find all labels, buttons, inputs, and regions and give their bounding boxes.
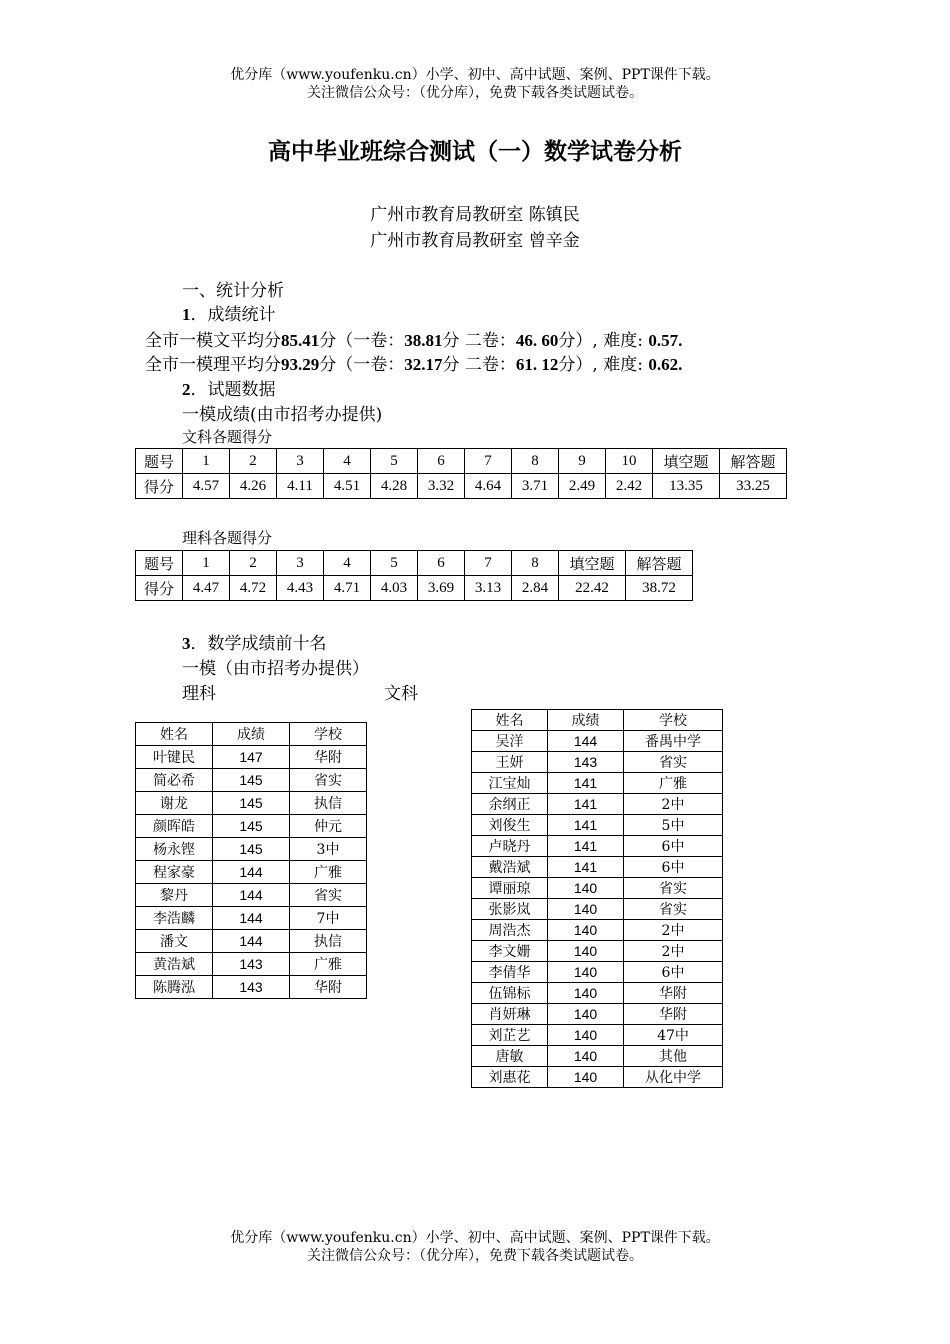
subheading-number: 3 — [182, 634, 191, 653]
score-cell: 145 — [213, 792, 290, 815]
name-cell: 戴浩斌 — [472, 857, 548, 878]
table-row — [136, 976, 367, 999]
table-cell: 3 — [277, 449, 324, 474]
li-score-table — [135, 550, 693, 601]
wen-table-caption: 文科各题得分 — [182, 428, 273, 446]
li-prefix: 全市一模理平均分 — [145, 355, 281, 375]
table-row — [472, 941, 723, 962]
table-row — [136, 815, 367, 838]
author-line-2: 广州市教育局教研室 曾辛金 — [370, 231, 580, 251]
wen-avg: 85.41 — [281, 331, 320, 350]
school-cell: 6中 — [624, 962, 723, 983]
table-cell: 4.26 — [230, 474, 277, 499]
school-cell: 华附 — [624, 1004, 723, 1025]
score-cell: 140 — [548, 983, 624, 1004]
name-cell: 潘文 — [136, 930, 213, 953]
table-cell: 得分 — [136, 576, 183, 601]
table-row — [472, 920, 723, 941]
table-row — [472, 899, 723, 920]
table-cell: 解答题 — [720, 449, 787, 474]
school-cell: 番禺中学 — [624, 731, 723, 752]
subheading-item-data — [182, 375, 276, 400]
li-paper2: 61. 12 — [515, 355, 559, 374]
table-row — [472, 962, 723, 983]
table-cell: 3 — [277, 551, 324, 576]
table-row — [136, 576, 693, 601]
table-cell: 5 — [371, 551, 418, 576]
page-footer-line2: 关注微信公众号：（优分库），免费下载各类试题试卷。 — [307, 1248, 643, 1264]
subheading-top-ten — [182, 629, 327, 654]
name-cell: 颜晖皓 — [136, 815, 213, 838]
table-cell: 2 — [230, 551, 277, 576]
table-cell: 9 — [559, 449, 606, 474]
score-cell: 140 — [548, 1004, 624, 1025]
name-cell: 王妍 — [472, 752, 548, 773]
name-cell: 黎丹 — [136, 884, 213, 907]
name-cell: 李倩华 — [472, 962, 548, 983]
table-row — [472, 857, 723, 878]
table-row — [472, 773, 723, 794]
table-cell: 2 — [230, 449, 277, 474]
table-row — [472, 731, 723, 752]
column-header: 姓名 — [472, 710, 548, 731]
li-table-caption: 理科各题得分 — [182, 529, 273, 547]
wen-paper2: 46. 60 — [515, 331, 559, 350]
table-cell: 1 — [183, 449, 230, 474]
table-row — [472, 815, 723, 836]
table-cell: 1 — [183, 551, 230, 576]
table-cell: 填空题 — [653, 449, 720, 474]
score-cell: 141 — [548, 836, 624, 857]
column-header: 学校 — [290, 723, 367, 746]
table-cell: 4 — [324, 551, 371, 576]
score-cell: 144 — [213, 884, 290, 907]
school-cell: 省实 — [624, 878, 723, 899]
table-cell: 得分 — [136, 474, 183, 499]
school-cell: 华附 — [290, 746, 367, 769]
table-row — [136, 953, 367, 976]
name-cell: 李浩麟 — [136, 907, 213, 930]
school-cell: 5中 — [624, 815, 723, 836]
table-cell: 7 — [465, 449, 512, 474]
school-cell: 广雅 — [624, 773, 723, 794]
score-cell: 141 — [548, 857, 624, 878]
table-cell: 4 — [324, 449, 371, 474]
school-cell: 从化中学 — [624, 1067, 723, 1088]
name-cell: 程家豪 — [136, 861, 213, 884]
score-cell: 140 — [548, 920, 624, 941]
score-cell: 140 — [548, 1025, 624, 1046]
school-cell: 47中 — [624, 1025, 723, 1046]
name-cell: 刘惠花 — [472, 1067, 548, 1088]
score-cell: 145 — [213, 838, 290, 861]
table-cell: 3.71 — [512, 474, 559, 499]
wen-prefix: 全市一模文平均分 — [145, 331, 281, 351]
table-row — [472, 1046, 723, 1067]
wen-paper1: 38.81 — [404, 331, 443, 350]
school-cell: 仲元 — [290, 815, 367, 838]
table-row — [472, 1004, 723, 1025]
section-heading-stats: 一、统计分析 — [182, 281, 284, 301]
table-row — [472, 752, 723, 773]
name-cell: 吴洋 — [472, 731, 548, 752]
school-cell: 华附 — [624, 983, 723, 1004]
li-avg: 93.29 — [281, 355, 320, 374]
table-row — [472, 1067, 723, 1088]
school-cell: 6中 — [624, 836, 723, 857]
table-cell: 4.57 — [183, 474, 230, 499]
wen-mid3: 分）, 难度: — [558, 331, 643, 351]
school-cell: 2中 — [624, 920, 723, 941]
wen-average-line — [145, 326, 682, 351]
page-header-line2: 关注微信公众号：（优分库），免费下载各类试题试卷。 — [307, 85, 643, 101]
school-cell: 7中 — [290, 907, 367, 930]
table-cell: 6 — [418, 551, 465, 576]
table-row — [136, 907, 367, 930]
table-cell: 3.69 — [418, 576, 465, 601]
li-paper1: 32.17 — [404, 355, 443, 374]
score-cell: 141 — [548, 815, 624, 836]
wen-mid2: 分 二卷： — [442, 331, 516, 351]
table-cell: 题号 — [136, 449, 183, 474]
table-cell: 5 — [371, 449, 418, 474]
table-cell: 13.35 — [653, 474, 720, 499]
score-cell: 140 — [548, 941, 624, 962]
table-row — [472, 836, 723, 857]
name-cell: 余纲正 — [472, 794, 548, 815]
score-cell: 140 — [548, 1067, 624, 1088]
table-cell: 10 — [606, 449, 653, 474]
school-cell: 省实 — [624, 752, 723, 773]
li-difficulty: 0.62. — [648, 355, 683, 374]
score-cell: 140 — [548, 962, 624, 983]
table-row — [136, 861, 367, 884]
page-footer-line1: 优分库（www.youfenku.cn）小学、初中、高中试题、案例、PPT课件下载。 — [230, 1230, 720, 1246]
score-cell: 140 — [548, 899, 624, 920]
table-cell: 4.03 — [371, 576, 418, 601]
table-cell: 3.32 — [418, 474, 465, 499]
score-cell: 144 — [548, 731, 624, 752]
school-cell: 省实 — [624, 899, 723, 920]
table-header-row — [136, 449, 787, 474]
column-header: 成绩 — [548, 710, 624, 731]
table-cell: 2.84 — [512, 576, 559, 601]
source-line: 一模成绩(由市招考办提供) — [182, 405, 383, 425]
table-cell: 6 — [418, 449, 465, 474]
li-mid2: 分 二卷： — [442, 355, 516, 375]
table-cell: 8 — [512, 449, 559, 474]
table-cell: 3.13 — [465, 576, 512, 601]
school-cell: 2中 — [624, 794, 723, 815]
name-cell: 简必希 — [136, 769, 213, 792]
table-cell: 7 — [465, 551, 512, 576]
table-cell: 4.28 — [371, 474, 418, 499]
school-cell: 6中 — [624, 857, 723, 878]
table-row — [136, 930, 367, 953]
table-cell: 2.49 — [559, 474, 606, 499]
table-cell: 22.42 — [559, 576, 626, 601]
table-cell: 填空题 — [559, 551, 626, 576]
name-cell: 肖妍琳 — [472, 1004, 548, 1025]
name-cell: 伍锦标 — [472, 983, 548, 1004]
table-header-row — [136, 551, 693, 576]
table-header-row — [136, 723, 367, 746]
subheading-label: ．成绩统计 — [190, 305, 276, 325]
school-cell: 执信 — [290, 930, 367, 953]
school-cell: 其他 — [624, 1046, 723, 1067]
score-cell: 141 — [548, 773, 624, 794]
table-cell: 4.51 — [324, 474, 371, 499]
name-cell: 刘芷艺 — [472, 1025, 548, 1046]
name-cell: 叶键民 — [136, 746, 213, 769]
score-cell: 145 — [213, 769, 290, 792]
score-cell: 143 — [213, 976, 290, 999]
score-cell: 143 — [213, 953, 290, 976]
name-cell: 刘俊生 — [472, 815, 548, 836]
score-cell: 145 — [213, 815, 290, 838]
name-cell: 杨永铿 — [136, 838, 213, 861]
table-row — [472, 878, 723, 899]
subheading-score-stats — [182, 300, 276, 325]
li-average-line — [145, 350, 682, 375]
wen-ranking-table — [471, 709, 723, 1088]
school-cell: 3中 — [290, 838, 367, 861]
subheading-label: ．数学成绩前十名 — [190, 634, 327, 654]
table-row — [136, 792, 367, 815]
name-cell: 陈腾泓 — [136, 976, 213, 999]
li-ranking-table — [135, 722, 367, 999]
score-cell: 140 — [548, 1046, 624, 1067]
subheading-number: 1 — [182, 305, 191, 324]
table-row — [472, 983, 723, 1004]
score-cell: 144 — [213, 907, 290, 930]
school-cell: 省实 — [290, 884, 367, 907]
column-header: 姓名 — [136, 723, 213, 746]
column-header: 学校 — [624, 710, 723, 731]
table-row — [136, 746, 367, 769]
score-cell: 141 — [548, 794, 624, 815]
table-row — [472, 794, 723, 815]
table-cell: 4.72 — [230, 576, 277, 601]
score-cell: 144 — [213, 930, 290, 953]
name-cell: 唐敏 — [472, 1046, 548, 1067]
name-cell: 谭丽琼 — [472, 878, 548, 899]
table-row — [136, 474, 787, 499]
school-cell: 2中 — [624, 941, 723, 962]
subheading-number: 2 — [182, 380, 191, 399]
wen-difficulty: 0.57. — [648, 331, 683, 350]
name-cell: 周浩杰 — [472, 920, 548, 941]
name-cell: 谢龙 — [136, 792, 213, 815]
table-cell: 解答题 — [626, 551, 693, 576]
table-row — [136, 884, 367, 907]
score-cell: 140 — [548, 878, 624, 899]
table-row — [136, 838, 367, 861]
table-cell: 4.47 — [183, 576, 230, 601]
page-header-line1: 优分库（www.youfenku.cn）小学、初中、高中试题、案例、PPT课件下载。 — [230, 67, 720, 83]
wen-mid1: 分（一卷： — [319, 331, 405, 351]
name-cell: 李文姗 — [472, 941, 548, 962]
column-header: 成绩 — [213, 723, 290, 746]
table-cell: 题号 — [136, 551, 183, 576]
author-line-1: 广州市教育局教研室 陈镇民 — [370, 205, 580, 225]
school-cell: 广雅 — [290, 953, 367, 976]
score-cell: 143 — [548, 752, 624, 773]
wen-rank-label: 文科 — [384, 684, 418, 704]
name-cell: 江宝灿 — [472, 773, 548, 794]
name-cell: 张影岚 — [472, 899, 548, 920]
school-cell: 广雅 — [290, 861, 367, 884]
table-cell: 2.42 — [606, 474, 653, 499]
subheading-label: ．试题数据 — [190, 380, 276, 400]
school-cell: 省实 — [290, 769, 367, 792]
name-cell: 黄浩斌 — [136, 953, 213, 976]
school-cell: 执信 — [290, 792, 367, 815]
wen-score-table — [135, 448, 787, 499]
table-cell: 4.71 — [324, 576, 371, 601]
document-title: 高中毕业班综合测试（一）数学试卷分析 — [268, 139, 682, 165]
table-header-row — [472, 710, 723, 731]
table-row — [472, 1025, 723, 1046]
score-cell: 147 — [213, 746, 290, 769]
table-cell: 38.72 — [626, 576, 693, 601]
li-mid3: 分）, 难度: — [558, 355, 643, 375]
name-cell: 卢晓丹 — [472, 836, 548, 857]
school-cell: 华附 — [290, 976, 367, 999]
top-ten-source: 一模（由市招考办提供） — [182, 659, 369, 679]
score-cell: 144 — [213, 861, 290, 884]
table-cell: 4.43 — [277, 576, 324, 601]
table-cell: 4.64 — [465, 474, 512, 499]
table-row — [136, 769, 367, 792]
table-cell: 8 — [512, 551, 559, 576]
li-mid1: 分（一卷： — [319, 355, 405, 375]
table-cell: 33.25 — [720, 474, 787, 499]
table-cell: 4.11 — [277, 474, 324, 499]
li-rank-label: 理科 — [182, 684, 216, 704]
